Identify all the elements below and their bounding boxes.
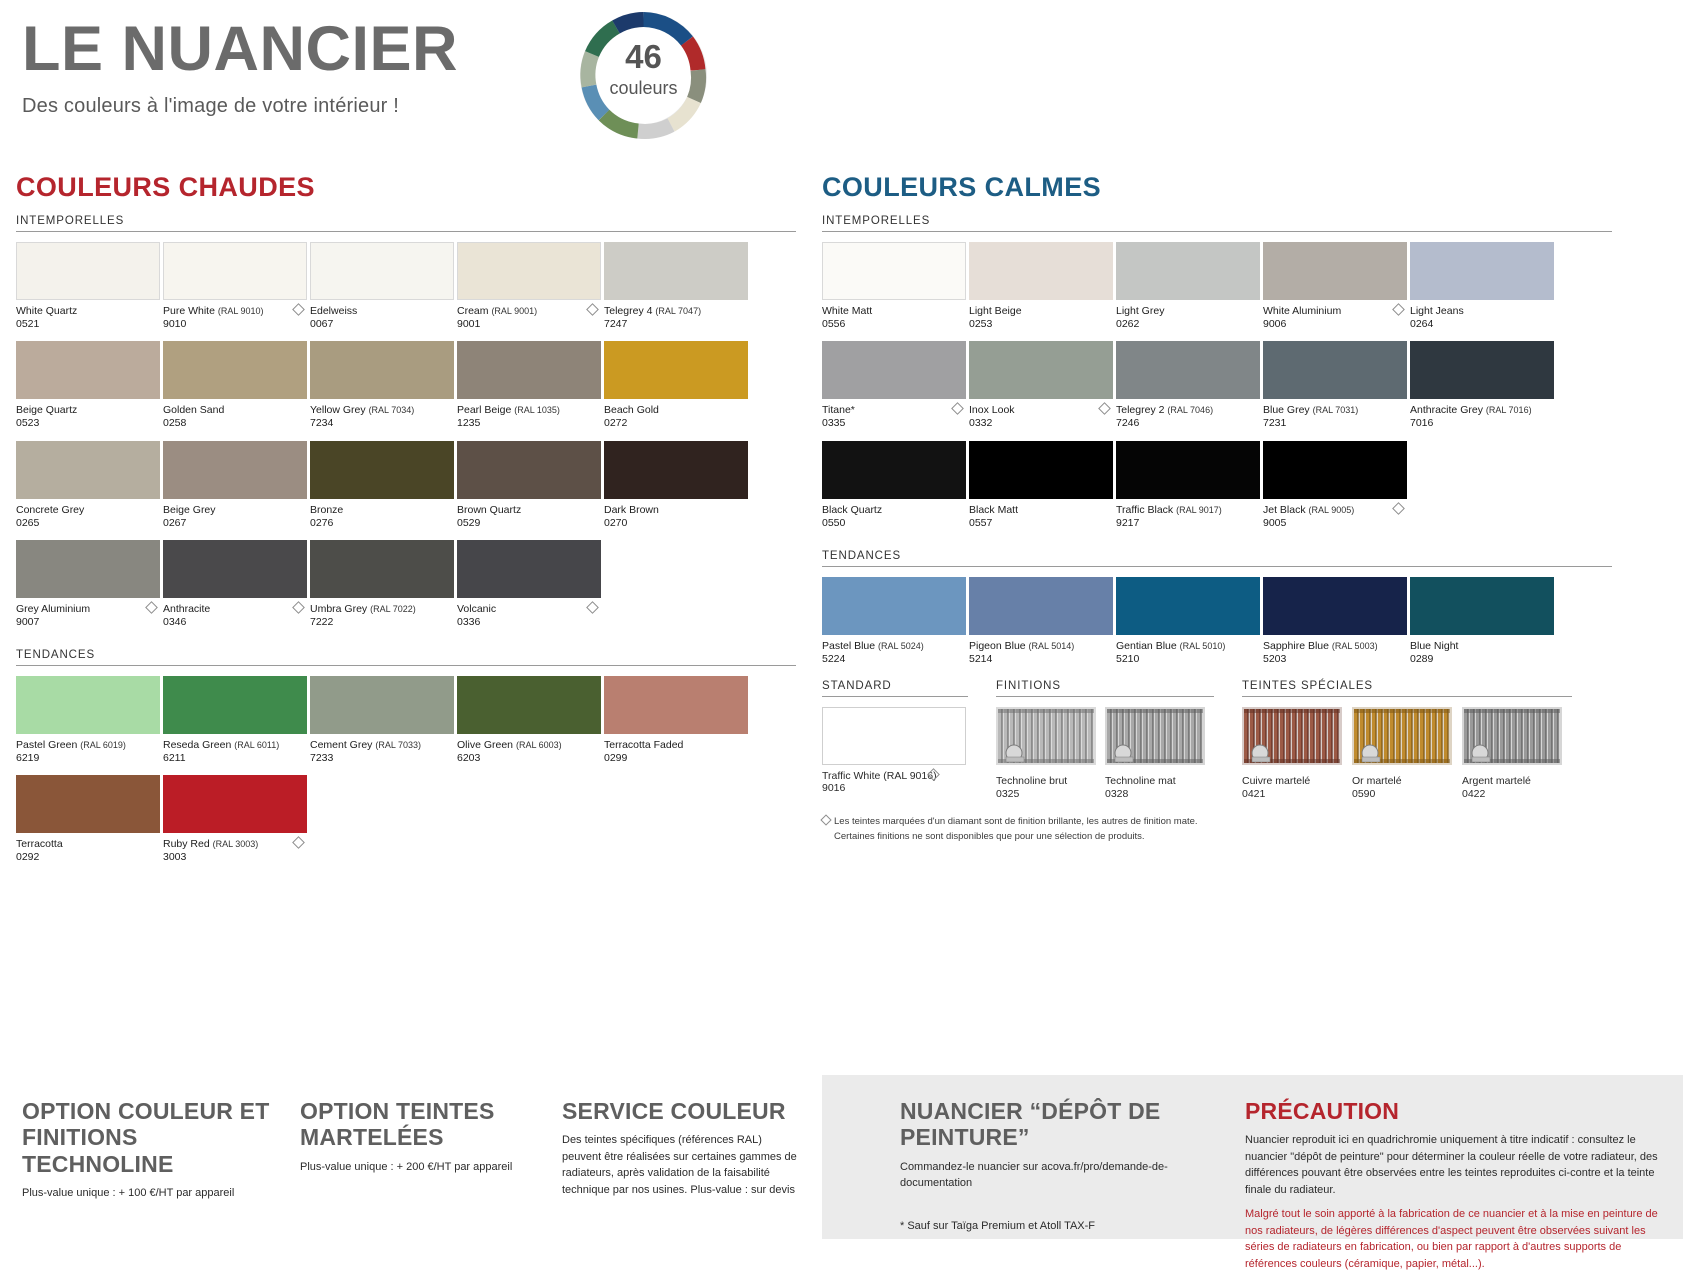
swatch-name: White Aluminium xyxy=(1263,305,1342,317)
swatch-name: Technoline brut xyxy=(996,775,1068,787)
swatch-name: Dark Brown xyxy=(604,503,659,516)
swatch-color xyxy=(457,242,601,300)
swatch-code: 9016 xyxy=(822,782,846,794)
nuancier-note: * Sauf sur Taïga Premium et Atoll TAX-F xyxy=(900,1219,1096,1232)
swatch-name: Beige Grey xyxy=(163,503,216,516)
warm-timeless-label: INTEMPORELLES xyxy=(16,215,796,232)
swatch-code: 7246 xyxy=(1116,417,1140,430)
precaution-block xyxy=(1245,1098,1665,1272)
swatch-code: 0262 xyxy=(1116,318,1140,331)
swatch-code: 0550 xyxy=(822,516,846,529)
finitions-items xyxy=(996,707,1214,801)
swatch-ral: (RAL 5010) xyxy=(1179,640,1226,651)
swatch-color xyxy=(969,242,1113,300)
standard-block xyxy=(822,680,968,801)
radiator-icon xyxy=(1462,707,1562,765)
option-teintes-title: OPTION TEINTES MARTELÉES xyxy=(300,1098,495,1151)
finish-swatch xyxy=(1105,707,1206,801)
finitions-label: FINITIONS xyxy=(996,680,1214,697)
swatch-ral: (RAL 9005) xyxy=(1308,504,1355,515)
color-swatch xyxy=(457,441,603,530)
option-couleur-text: Plus-value unique : + 100 €/HT par appareil xyxy=(22,1187,235,1200)
color-swatch xyxy=(163,341,309,430)
color-swatch xyxy=(310,676,456,765)
swatch-name: Pearl Beige (RAL 1035) xyxy=(457,404,560,417)
swatch-color xyxy=(604,676,748,734)
radiator-icon xyxy=(996,707,1096,765)
color-swatch xyxy=(1263,441,1409,530)
swatch-name: Reseda Green (RAL 6011) xyxy=(163,739,280,751)
standard-items xyxy=(822,707,968,794)
swatch-color xyxy=(16,540,160,598)
swatch-code: 1235 xyxy=(457,417,481,430)
swatch-color xyxy=(604,341,748,399)
color-swatch xyxy=(969,441,1115,530)
swatch-code: 9010 xyxy=(163,318,187,331)
swatch-code: 0521 xyxy=(16,318,40,331)
swatch-code: 6211 xyxy=(163,752,186,765)
swatch-ral: (RAL 7022) xyxy=(370,603,416,614)
color-swatch xyxy=(604,242,750,331)
swatch-color xyxy=(969,341,1113,399)
swatch-name: Jet Black (RAL 9005) xyxy=(1263,503,1355,516)
color-swatch xyxy=(310,341,456,430)
swatch-name: Traffic White (RAL 9016) xyxy=(822,770,937,782)
swatch-name: Beach Gold xyxy=(604,404,659,417)
swatch-name: Traffic Black (RAL 9017) xyxy=(1116,503,1222,516)
option-couleur-block xyxy=(22,1098,272,1202)
swatch-color xyxy=(457,441,601,499)
color-swatch xyxy=(16,775,162,864)
swatch-color xyxy=(1410,577,1554,635)
swatch-color xyxy=(1263,341,1407,399)
color-swatch xyxy=(1410,242,1556,331)
swatch-code: 0067 xyxy=(310,318,334,331)
color-swatch xyxy=(822,577,968,666)
swatch-name: Pastel Green (RAL 6019) xyxy=(16,739,126,751)
swatch-color xyxy=(457,341,601,399)
swatch-color xyxy=(822,707,966,765)
swatch-color xyxy=(969,577,1113,635)
color-swatch xyxy=(1410,577,1556,666)
swatch-name: Olive Green (RAL 6003) xyxy=(457,739,562,751)
swatch-color xyxy=(822,341,966,399)
color-swatch xyxy=(1263,577,1409,666)
color-swatch xyxy=(604,341,750,430)
swatch-name: Light Grey xyxy=(1116,305,1165,317)
option-couleur-title: OPTION COULEUR ET FINITIONS TECHNOLINE xyxy=(22,1098,270,1177)
swatch-name: White Matt xyxy=(822,305,873,317)
swatch-name: Edelweiss xyxy=(310,305,358,317)
swatch-color xyxy=(310,676,454,734)
swatch-code: 9217 xyxy=(1116,516,1140,529)
color-swatch xyxy=(310,540,456,629)
teintes-speciales-block xyxy=(1242,680,1572,801)
swatch-ral: (RAL 5014) xyxy=(1028,640,1075,651)
swatch-name: Black Matt xyxy=(969,503,1019,516)
swatch-color xyxy=(1116,577,1260,635)
swatch-code: 0276 xyxy=(310,516,334,529)
swatch-ral: (RAL 9017) xyxy=(1176,504,1222,515)
swatch-name: Sapphire Blue (RAL 5003) xyxy=(1263,639,1378,652)
color-swatch xyxy=(1410,341,1556,430)
swatch-code: 0272 xyxy=(604,417,628,430)
swatch-code: 0267 xyxy=(163,516,187,529)
color-swatch xyxy=(457,540,603,629)
swatch-name: Terracotta xyxy=(16,838,63,851)
swatch-ral: (RAL 7047) xyxy=(655,306,702,316)
radiator-icon xyxy=(1352,707,1452,765)
swatch-code: 7231 xyxy=(1263,417,1287,430)
swatch-code: 9006 xyxy=(1263,318,1287,331)
swatch-code: 0292 xyxy=(16,851,40,864)
swatch-code: 9001 xyxy=(457,318,481,331)
swatch-code: 0264 xyxy=(1410,318,1434,331)
finish-footnote xyxy=(822,815,1612,844)
swatch-code: 0270 xyxy=(604,516,628,529)
swatch-name: Beige Quartz xyxy=(16,404,78,417)
swatch-name: Volcanic xyxy=(457,602,497,615)
color-swatch xyxy=(310,242,456,331)
swatch-ral: (RAL 7046) xyxy=(1167,405,1214,416)
swatch-name: Grey Aluminium xyxy=(16,602,91,615)
swatch-code: 0289 xyxy=(1410,652,1434,665)
swatch-ral: (RAL 3003) xyxy=(212,839,259,850)
swatch-name: Blue Grey (RAL 7031) xyxy=(1263,404,1359,417)
swatch-ral: (RAL 6011) xyxy=(234,740,280,750)
nuancier-text[interactable]: Commandez-le nuancier sur acova.fr/pro/demande-de-documentation xyxy=(900,1160,1168,1190)
swatch-code: 0336 xyxy=(457,615,481,628)
swatch-ral: (RAL 5003) xyxy=(1331,640,1378,651)
swatch-color xyxy=(822,577,966,635)
option-teintes-text: Plus-value unique : + 200 €/HT par appareil xyxy=(300,1160,513,1173)
swatch-code: 0299 xyxy=(604,752,628,765)
swatch-code: 7222 xyxy=(310,615,334,628)
swatch-name: Inox Look xyxy=(969,404,1015,417)
color-swatch xyxy=(604,676,750,765)
calm-colors-column xyxy=(822,172,1612,844)
swatch-ral: (RAL 7034) xyxy=(368,405,415,416)
calm-trends-grid xyxy=(822,567,1612,666)
swatch-code: 7234 xyxy=(310,417,334,430)
color-swatch xyxy=(457,242,603,331)
swatch-color xyxy=(1116,441,1260,499)
warm-timeless-grid xyxy=(16,232,796,629)
swatch-color xyxy=(310,540,454,598)
nuancier-block xyxy=(900,1098,1230,1234)
color-swatch xyxy=(1263,341,1409,430)
precaution-text: Nuancier reproduit ici en quadrichromie uniquement à titre indicatif : consultez le nuancier "dépôt de peinture" pour déterminer la couleur réelle de votre radiateur, des différences pouvant être observées entre les teintes reproduites ci-contre et la teinte finale du radiateur. xyxy=(1245,1134,1658,1196)
service-couleur-block xyxy=(562,1098,802,1198)
service-couleur-title: SERVICE COULEUR xyxy=(562,1098,786,1124)
color-swatch xyxy=(822,242,968,331)
swatch-code: 0346 xyxy=(163,615,187,628)
swatch-code: 6219 xyxy=(16,752,40,765)
swatch-ral: (RAL 7031) xyxy=(1312,405,1359,416)
swatch-name: Anthracite Grey (RAL 7016) xyxy=(1410,404,1532,417)
color-swatch xyxy=(969,242,1115,331)
swatch-color xyxy=(1116,341,1260,399)
calm-timeless-label: INTEMPORELLES xyxy=(822,215,1612,232)
swatch-color xyxy=(969,441,1113,499)
swatch-name: Light Jeans xyxy=(1410,305,1464,317)
finish-swatch xyxy=(1242,707,1344,801)
swatch-name: Cream (RAL 9001) xyxy=(457,305,538,317)
swatch-code: 9005 xyxy=(1263,516,1287,529)
teintes-speciales-items xyxy=(1242,707,1572,801)
swatch-name: Pigeon Blue (RAL 5014) xyxy=(969,639,1075,652)
swatch-name: Terracotta Faded xyxy=(604,739,684,751)
swatch-ral: (RAL 9010) xyxy=(217,306,264,316)
swatch-color xyxy=(604,441,748,499)
swatch-code: 6203 xyxy=(457,752,481,765)
swatch-code: 5210 xyxy=(1116,652,1140,665)
swatch-name: Cuivre martelé xyxy=(1242,775,1311,787)
swatch-color xyxy=(822,242,966,300)
swatch-ral: (RAL 5024) xyxy=(878,640,924,651)
nuancier-title: NUANCIER “DÉPÔT DE PEINTURE” xyxy=(900,1098,1161,1151)
swatch-ral: (RAL 7033) xyxy=(375,740,422,750)
swatch-color xyxy=(163,341,307,399)
warm-trends-label: TENDANCES xyxy=(16,649,796,666)
swatch-code: 0590 xyxy=(1352,788,1376,801)
swatch-name: Telegrey 4 (RAL 7047) xyxy=(604,305,702,317)
color-swatch xyxy=(16,242,162,331)
swatch-color xyxy=(310,441,454,499)
swatch-color xyxy=(16,441,160,499)
color-swatch xyxy=(310,441,456,530)
color-swatch xyxy=(822,441,968,530)
swatch-color xyxy=(16,341,160,399)
color-swatch xyxy=(1116,441,1262,530)
swatch-color xyxy=(163,242,307,300)
color-swatch xyxy=(1116,341,1262,430)
badge-number: 46 xyxy=(625,38,662,75)
radiator-icon xyxy=(1242,707,1342,765)
swatch-code: 7233 xyxy=(310,752,334,765)
swatch-code: 0523 xyxy=(16,417,40,430)
warm-trends-grid xyxy=(16,666,796,865)
swatch-name: Technoline mat xyxy=(1105,775,1176,787)
swatch-name: Pastel Blue (RAL 5024) xyxy=(822,639,924,652)
swatch-name: Light Beige xyxy=(969,305,1022,317)
swatch-code: 7247 xyxy=(604,318,628,331)
swatch-ral: (RAL 6003) xyxy=(515,740,562,750)
swatch-code: 5224 xyxy=(822,652,846,665)
color-swatch xyxy=(457,676,603,765)
swatch-ral: (RAL 6019) xyxy=(80,740,126,750)
badge-label: couleurs xyxy=(609,78,678,98)
swatch-code: 9007 xyxy=(16,615,40,628)
swatch-color xyxy=(822,441,966,499)
swatch-code: 0422 xyxy=(1462,788,1486,801)
swatch-ral: (RAL 1035) xyxy=(514,405,560,416)
swatch-color xyxy=(163,540,307,598)
swatch-color xyxy=(1263,242,1407,300)
color-swatch xyxy=(822,341,968,430)
color-swatch xyxy=(457,341,603,430)
swatch-code: 0328 xyxy=(1105,788,1129,801)
colors-count-badge xyxy=(576,8,711,143)
color-swatch xyxy=(969,341,1115,430)
footnote-line-1: Les teintes marquées d'un diamant sont de finition brillante, les autres de finition mate. xyxy=(834,816,1198,828)
color-swatch xyxy=(16,540,162,629)
page-subtitle: Des couleurs à l'image de votre intérieur ! xyxy=(22,95,400,117)
swatch-color xyxy=(1410,341,1554,399)
swatch-name: Yellow Grey (RAL 7034) xyxy=(310,404,415,417)
calm-colors-heading: COULEURS CALMES xyxy=(822,172,1102,202)
color-swatch xyxy=(969,577,1115,666)
swatch-code: 0421 xyxy=(1242,788,1266,801)
swatch-name: Golden Sand xyxy=(163,404,225,417)
swatch-name: Black Quartz xyxy=(822,503,883,516)
radiator-icon xyxy=(1105,707,1205,765)
color-swatch xyxy=(16,441,162,530)
swatch-color xyxy=(310,341,454,399)
swatch-code: 0258 xyxy=(163,417,187,430)
swatch-color xyxy=(16,676,160,734)
swatch-name: Concrete Grey xyxy=(16,503,85,516)
teintes-speciales-label: TEINTES SPÉCIALES xyxy=(1242,680,1572,697)
standard-swatch xyxy=(822,707,966,794)
swatch-color xyxy=(1263,577,1407,635)
swatch-name: Anthracite xyxy=(163,602,211,615)
swatch-color xyxy=(163,676,307,734)
color-swatch xyxy=(163,242,309,331)
swatch-name: Argent martelé xyxy=(1462,775,1531,787)
footnote-line-2: Certaines finitions ne sont disponibles que pour une sélection de produits. xyxy=(834,830,1145,842)
color-swatch xyxy=(16,676,162,765)
standard-label: STANDARD xyxy=(822,680,968,697)
swatch-code: 3003 xyxy=(163,851,187,864)
swatch-code: 0335 xyxy=(822,417,846,430)
warm-colors-heading: COULEURS CHAUDES xyxy=(16,172,315,202)
swatch-code: 5203 xyxy=(1263,652,1287,665)
swatch-name: Gentian Blue (RAL 5010) xyxy=(1116,639,1226,652)
warm-colors-column xyxy=(16,172,796,865)
color-swatch xyxy=(163,441,309,530)
precaution-title: PRÉCAUTION xyxy=(1245,1098,1400,1124)
swatch-code: 0557 xyxy=(969,516,993,529)
swatch-color xyxy=(457,540,601,598)
swatch-code: 7016 xyxy=(1410,417,1434,430)
swatch-color xyxy=(1263,441,1407,499)
swatch-color xyxy=(16,775,160,833)
swatch-color xyxy=(604,242,748,300)
swatch-color xyxy=(16,242,160,300)
swatch-name: Pure White (RAL 9010) xyxy=(163,305,264,317)
swatch-color xyxy=(457,676,601,734)
swatch-name: Or martelé xyxy=(1352,775,1402,787)
swatch-name: Umbra Grey (RAL 7022) xyxy=(310,602,416,615)
finitions-block xyxy=(996,680,1214,801)
finish-swatch xyxy=(1462,707,1564,801)
swatch-name: White Quartz xyxy=(16,305,78,317)
swatch-color xyxy=(1116,242,1260,300)
swatch-name: Cement Grey (RAL 7033) xyxy=(310,739,422,751)
color-swatch xyxy=(163,676,309,765)
color-swatch xyxy=(163,540,309,629)
swatch-code: 0529 xyxy=(457,516,481,529)
swatch-name: Ruby Red (RAL 3003) xyxy=(163,838,259,851)
color-swatch xyxy=(604,441,750,530)
swatch-name: Telegrey 2 (RAL 7046) xyxy=(1116,404,1214,417)
swatch-code: 0265 xyxy=(16,516,40,529)
finish-swatch xyxy=(1352,707,1454,801)
swatch-color xyxy=(163,775,307,833)
swatch-name: Blue Night xyxy=(1410,639,1459,652)
swatch-color xyxy=(310,242,454,300)
color-swatch xyxy=(1116,577,1262,666)
color-swatch xyxy=(163,775,309,864)
swatch-color xyxy=(163,441,307,499)
swatch-ral: (RAL 7016) xyxy=(1485,405,1532,416)
swatch-name: Bronze xyxy=(310,503,344,516)
swatch-code: 0556 xyxy=(822,318,846,331)
finish-swatch xyxy=(996,707,1097,801)
service-couleur-text: Des teintes spécifiques (références RAL) peuvent être réalisées sur certaines gammes de radiateurs, après validation de la faisabilité technique par nos usines. Plus-value : sur devis xyxy=(562,1134,797,1196)
swatch-code: 0325 xyxy=(996,788,1020,801)
color-swatch xyxy=(1263,242,1409,331)
swatch-ral: (RAL 9001) xyxy=(491,306,538,316)
finishes-row xyxy=(822,680,1612,801)
swatch-code: 5214 xyxy=(969,652,993,665)
swatch-color xyxy=(1410,242,1554,300)
option-teintes-block xyxy=(300,1098,530,1175)
swatch-code: 0332 xyxy=(969,417,993,430)
swatch-name: Brown Quartz xyxy=(457,503,522,516)
color-swatch xyxy=(1116,242,1262,331)
swatch-code: 0253 xyxy=(969,318,993,331)
diamond-icon xyxy=(820,815,831,826)
calm-timeless-grid xyxy=(822,232,1612,530)
color-swatch xyxy=(16,341,162,430)
page-title: LE NUANCIER xyxy=(22,14,459,84)
swatch-name: Titane* xyxy=(822,404,855,417)
precaution-text-red: Malgré tout le soin apporté à la fabrication de ce nuancier et à la mise en peinture de nos radiateurs, de légères différences d'aspect peuvent être observées suivant les séries de radiateurs en fabrication, ou bien par rapport à d'autres supports de références couleurs (céramique, papier, métal...). xyxy=(1245,1208,1658,1270)
calm-trends-label: TENDANCES xyxy=(822,550,1612,567)
swatch-ral: (RAL 9016) xyxy=(883,770,937,782)
